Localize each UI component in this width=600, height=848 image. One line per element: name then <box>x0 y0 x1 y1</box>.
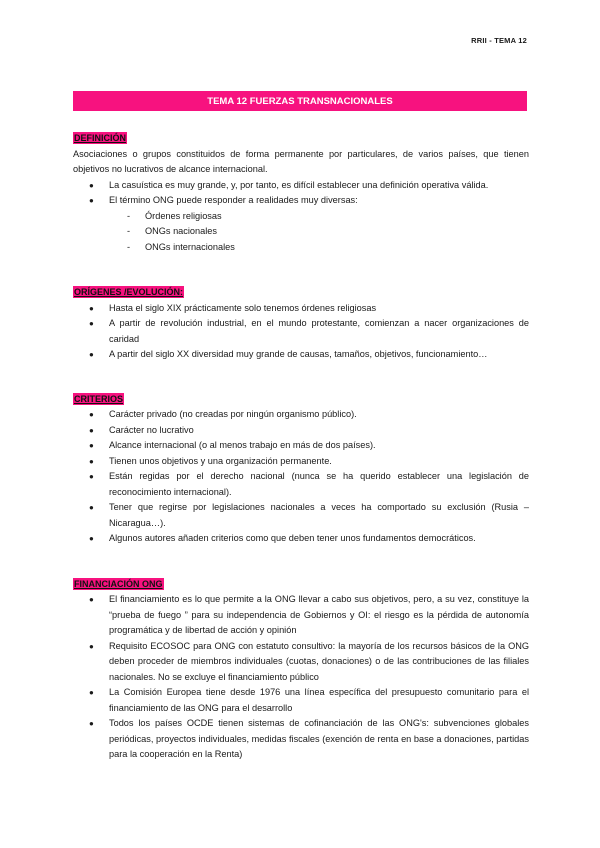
bullet-icon: ● <box>89 641 94 651</box>
list-item: ● A partir del siglo XX diversidad muy grande de causas, tamaños, objetivos, funcionamiento… <box>73 347 529 363</box>
page-header-code: RRII - TEMA 12 <box>471 36 527 45</box>
bullet-icon: ● <box>89 456 94 466</box>
list-item: ● El término ONG puede responder a realidades muy diversas: <box>73 193 529 209</box>
list-item: ● Están regidas por el derecho nacional (nunca se ha querido establecer una legislación de reconocimiento internacional). <box>89 471 529 497</box>
list-item: ● El financiamiento es lo que permite a la ONG llevar a cabo sus objetivos, pero, a su vez, constituye la “prueba de fuego ” para su independencia de Gobiernos y OI: el riesgo es la pérdida de autonomía programática y de libertad de acción y opinión <box>89 594 529 635</box>
title-banner <box>73 91 527 111</box>
list-item: ● Tener que regirse por legislaciones nacionales a veces ha comportado su exclusión (Rusia – Nicaragua…). <box>89 502 529 528</box>
bullet-icon: ● <box>89 719 94 728</box>
section-financiacion <box>73 577 529 763</box>
list-item: ● Hasta el siglo XIX prácticamente solo tenemos órdenes religiosas <box>73 301 529 317</box>
definition-paragraph: Asociaciones o grupos constituidos de forma permanente por particulares, de varios países, que tienen objetivos no lucrativos de alcance internacional. <box>73 148 529 174</box>
dash-icon: - <box>127 226 131 236</box>
bullet-icon: ● <box>89 303 94 313</box>
bullet-icon: ● <box>89 441 94 450</box>
dash-icon: - <box>127 210 131 221</box>
bullet-icon: ● <box>89 196 94 205</box>
list-item: ● Requisito ECOSOC para ONG con estatuto consultivo: la mayoría de los recursos básicos de la ONG deben proceder de miembros individuales (cuotas, donaciones) o de las contribuciones de las filiales nacionales. No se excluye el financiamiento público <box>89 640 529 682</box>
list-item: ● A partir de revolución industrial, en el mundo protestante, comienzan a nacer organizaciones de caridad <box>89 318 529 344</box>
section-heading-criterios: CRITERIOS <box>74 393 124 404</box>
bullet-icon: ● <box>89 688 94 697</box>
list-item: ● Alcance internacional (o al menos trabajo en más de dos países). <box>73 438 529 454</box>
bullet-icon: ● <box>89 425 94 435</box>
list-item: ● La Comisión Europea tiene desde 1976 una línea específica del presupuesto comunitario para el financiamiento de las ONG para el desarrollo <box>89 687 529 713</box>
section-origenes <box>73 285 529 363</box>
bullet-icon: ● <box>89 472 94 481</box>
sub-list-item: - ONGs internacionales <box>73 240 529 256</box>
bullet-icon: ● <box>89 180 94 190</box>
bullet-icon: ● <box>89 319 94 328</box>
section-heading-definicion: DEFINICIÓN <box>74 133 127 143</box>
sub-list-item: - Órdenes religiosas <box>73 209 529 225</box>
criterios-bullet-list <box>73 407 529 547</box>
list-item: ● La casuística es muy grande, y, por tanto, es difícil establecer una definición operativa válida. <box>73 178 529 194</box>
section-heading-origenes: ORÍGENES /EVOLUCIÓN: <box>74 287 184 297</box>
definicion-bullet-list <box>73 178 529 209</box>
document-body <box>73 131 529 763</box>
definicion-sub-list <box>73 209 529 256</box>
bullet-icon: ● <box>89 350 94 359</box>
list-item: ● Todos los países OCDE tienen sistemas de cofinanciación de las ONG's: subvenciones globales periódicas, proyectos individuales, medidas fiscales (exención de renta en base a donaciones, partidas para la cooperación en la Renta) <box>89 718 529 759</box>
section-criterios <box>73 392 529 547</box>
financiacion-bullet-list <box>73 592 529 763</box>
list-item: ● Tienen unos objetivos y una organización permanente. <box>73 454 529 470</box>
bullet-icon: ● <box>89 410 94 419</box>
list-item: ● Carácter privado (no creadas por ningún organismo público). <box>73 407 529 423</box>
section-heading-financiacion: FINANCIACIÓN ONG <box>74 578 163 589</box>
bullet-icon: ● <box>89 503 94 512</box>
dash-icon: - <box>127 241 131 252</box>
list-item: ● Carácter no lucrativo <box>73 423 529 439</box>
origenes-bullet-list <box>73 301 529 363</box>
bullet-icon: ● <box>89 534 94 543</box>
list-item: ● Algunos autores añaden criterios como que deben tener unos fundamentos democráticos. <box>73 531 529 547</box>
section-definicion <box>73 131 529 255</box>
document-title: TEMA 12 FUERZAS TRANSNACIONALES <box>207 95 393 107</box>
sub-list-item: - ONGs nacionales <box>73 224 529 240</box>
bullet-icon: ● <box>89 595 94 604</box>
